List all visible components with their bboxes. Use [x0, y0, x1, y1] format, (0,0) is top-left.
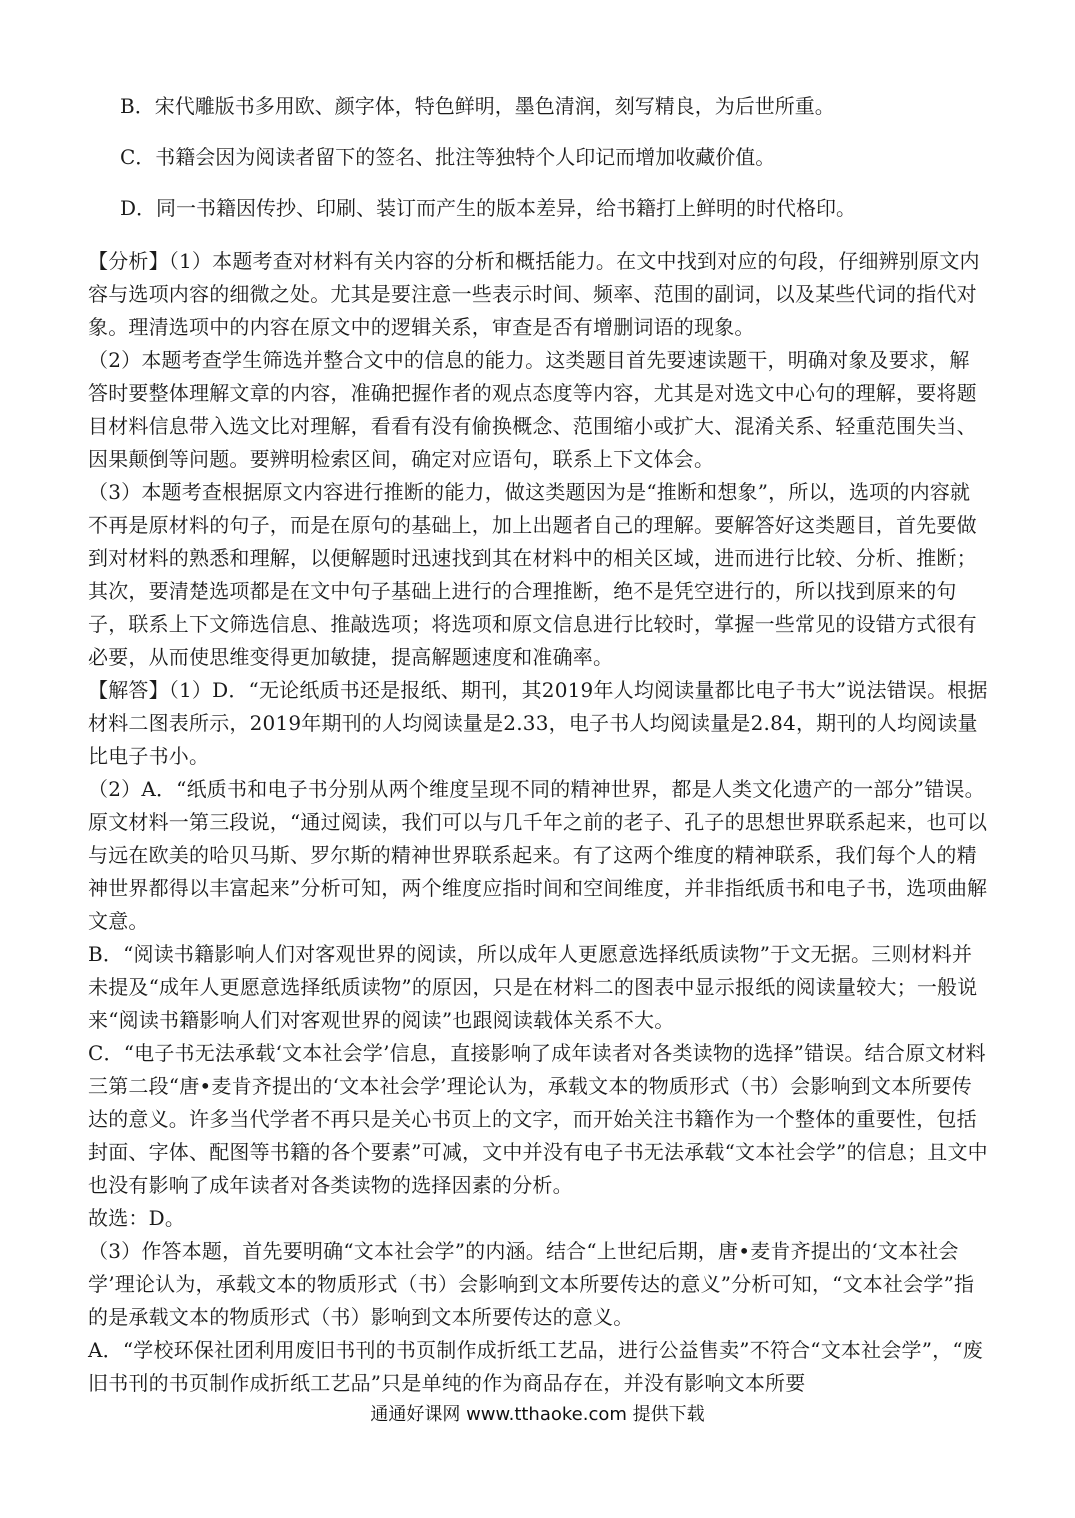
analysis-paragraph-2: （2）本题考查学生筛选并整合文中的信息的能力。这类题目首先要速读题干，明确对象及要求，解答时要整体理解文章的内容，准确把握作者的观点态度等内容，尤其是对选文中心句的理解，要将题目材料信息带入选文比对理解，看看有没有偷换概念、范围缩小或扩大、混淆关系、轻重范围失当、因果颠倒等问题。要辨明检索区间，确定对应语句，联系上下文体会。: [88, 348, 977, 471]
answer-paragraph-2c: C．“电子书无法承载‘文本社会学’信息，直接影响了成年读者对各类读物的选择”错误。结合原文材料三第二段“唐•麦肯齐提出的‘文本社会学’理论认为，承载文本的物质形式（书）会影响到文本所要传达的意义。许多当代学者不再只是关心书页上的文字，而开始关注书籍作为一个整体的重要性，包括封面、字体、配图等书籍的各个要素”可减，文中并没有电子书无法承载“文本社会学”的信息；且文中也没有影响了成年读者对各类读物的选择因素的分析。: [88, 1041, 988, 1197]
answer-paragraph-2: （2）A．“纸质书和电子书分别从两个维度呈现不同的精神世界，都是人类文化遗产的一部分”错误。原文材料一第三段说，“通过阅读，我们可以与几千年之前的老子、孔子的思想世界联系起来，也可以与远在欧美的哈贝马斯、罗尔斯的精神世界联系起来。有了这两个维度的精神联系，我们每个人的精神世界都得以丰富起来”分析可知，两个维度应指时间和空间维度，并非指纸质书和电子书，选项曲解文意。: [88, 777, 988, 933]
option-b: B．宋代雕版书多用欧、颜字体，特色鲜明，墨色清润，刻写精良，为后世所重。: [120, 94, 835, 118]
answer-paragraph-2b: B．“阅读书籍影响人们对客观世界的阅读，所以成年人更愿意选择纸质读物”于文无据。三则材料并未提及“成年人更愿意选择纸质读物”的原因，只是在材料二的图表中显示报纸的阅读量较大；一般说来“阅读书籍影响人们对客观世界的阅读”也跟阅读载体关系不大。: [88, 942, 978, 1032]
option-c: C．书籍会因为阅读者留下的签名、批注等独特个人印记而增加收藏价值。: [120, 145, 776, 169]
option-d: D．同一书籍因传抄、印刷、装订而产生的版本差异，给书籍打上鲜明的时代格印。: [120, 196, 857, 220]
analysis-paragraph-3: （3）本题考查根据原文内容进行推断的能力，做这类题因为是“推断和想象”，所以，选项的内容就不再是原材料的句子，而是在原句的基础上，加上出题者自己的理解。要解答好这类题目，首先要做到对材料的熟悉和理解，以便解题时迅速找到其在材料中的相关区域，进而进行比较、分析、推断；其次，要清楚选项都是在文中句子基础上进行的合理推断，绝不是凭空进行的，所以找到原来的句子，联系上下文筛选信息、推敲选项；将选项和原文信息进行比较时，掌握一些常见的设错方式很有必要，从而使思维变得更加敏捷，提高解题速度和准确率。: [88, 480, 977, 669]
page-footer: 通通好课网 www.tthaoke.com 提供下载: [370, 1404, 705, 1425]
answer-paragraph-3: （3）作答本题，首先要明确“文本社会学”的内涵。结合“上世纪后期，唐•麦肯齐提出的‘文本社会学’理论认为，承载文本的物质形式（书）会影响到文本所要传达的意义”分析可知，“文本社会学”指的是承载文本的物质形式（书）影响到文本所要传达的意义。: [88, 1239, 975, 1329]
answer-paragraph-1: 【解答】（1）D．“无论纸质书还是报纸、期刊，其2019年人均阅读量都比电子书大”说法错误。根据材料二图表所示，2019年期刊的人均阅读量是2.33，电子书人均阅读量是2.84，期刊的人均阅读量比电子书小。: [88, 678, 988, 768]
answer-paragraph-3a: A．“学校环保社团利用废旧书刊的书页制作成折纸工艺品，进行公益售卖”不符合“文本社会学”，“废旧书刊的书页制作成折纸工艺品”只是单纯的作为商品存在，并没有影响文本所要: [88, 1338, 983, 1395]
answer-choice: 故选：D。: [88, 1206, 186, 1230]
document-body: [88, 92, 988, 1400]
analysis-paragraph-1: 【分析】（1）本题考查对材料有关内容的分析和概括能力。在文中找到对应的句段，仔细辨别原文内容与选项内容的细微之处。尤其是要注意一些表示时间、频率、范围的副词，以及某些代词的指代对象。理清选项中的内容在原文中的逻辑关系，审查是否有增删词语的现象。: [88, 249, 980, 339]
